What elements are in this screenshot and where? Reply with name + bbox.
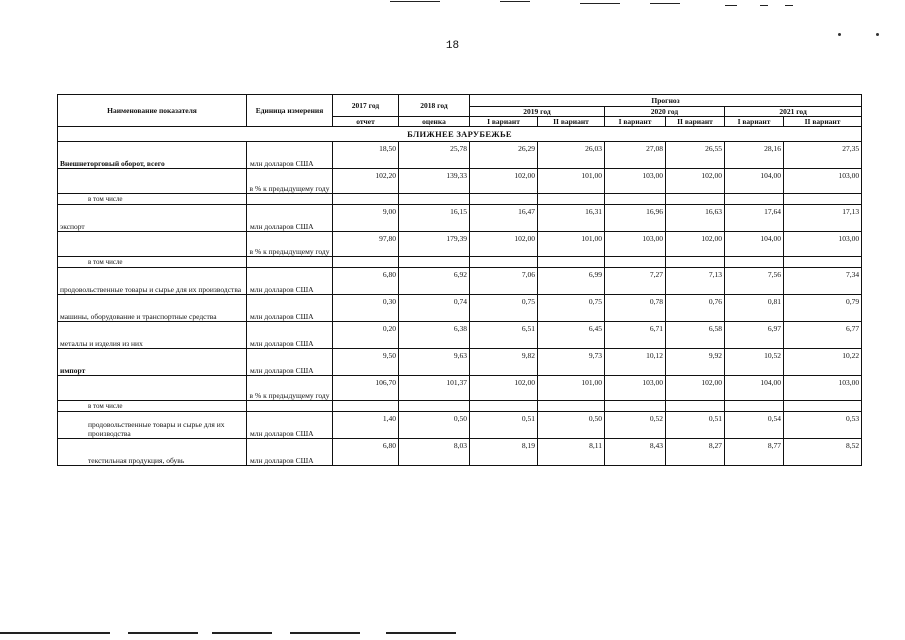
value-cell [666,257,725,268]
value-cell: 9,63 [399,349,470,376]
row-name: в том числе [58,194,247,205]
scan-artifact-line [650,3,680,4]
header-2019-variant2: II вариант [538,117,605,127]
table-row [58,401,862,412]
value-cell: 97,80 [333,232,399,257]
header-estimate: оценка [399,117,470,127]
value-cell [725,401,784,412]
value-cell: 9,73 [538,349,605,376]
value-cell: 102,20 [333,169,399,194]
value-cell [470,257,538,268]
value-cell: 0,78 [605,295,666,322]
table-row [58,232,862,257]
value-cell: 0,75 [538,295,605,322]
value-cell: 7,56 [725,268,784,295]
header-2020-variant2: II вариант [666,117,725,127]
value-cell: 26,55 [666,142,725,169]
row-unit: млн долларов США [247,205,333,232]
value-cell: 8,03 [399,439,470,466]
scan-artifact-line [386,632,456,634]
value-cell: 6,80 [333,268,399,295]
scan-artifact-dot [838,33,841,36]
value-cell: 6,45 [538,322,605,349]
section-title: БЛИЖНЕЕ ЗАРУБЕЖЬЕ [58,127,862,142]
value-cell: 16,15 [399,205,470,232]
table-row [58,205,862,232]
row-name: в том числе [58,257,247,268]
row-unit: млн долларов США [247,439,333,466]
value-cell [784,194,862,205]
row-unit: млн долларов США [247,349,333,376]
value-cell: 6,58 [666,322,725,349]
value-cell: 0,52 [605,412,666,439]
value-cell [399,401,470,412]
row-unit: в % к предыдущему году [247,376,333,401]
row-name: продовольственные товары и сырье для их производства [58,412,247,439]
table-row [58,376,862,401]
value-cell: 7,13 [666,268,725,295]
value-cell: 9,00 [333,205,399,232]
value-cell [470,194,538,205]
row-unit: млн долларов США [247,295,333,322]
scan-artifact-line [580,3,620,4]
header-2019-variant1: I вариант [470,117,538,127]
value-cell: 103,00 [784,376,862,401]
header-forecast: Прогноз [470,95,862,107]
row-unit: в % к предыдущему году [247,232,333,257]
value-cell [605,194,666,205]
table-row [58,295,862,322]
value-cell: 0,81 [725,295,784,322]
value-cell [605,257,666,268]
value-cell: 139,33 [399,169,470,194]
row-unit [247,257,333,268]
row-name: импорт [58,349,247,376]
value-cell: 104,00 [725,232,784,257]
row-name: продовольственные товары и сырье для их производства [58,268,247,295]
value-cell: 6,77 [784,322,862,349]
value-cell: 102,00 [470,376,538,401]
value-cell: 9,82 [470,349,538,376]
value-cell: 8,27 [666,439,725,466]
header-2020-variant1: I вариант [605,117,666,127]
scan-artifact-line [212,632,272,634]
value-cell: 6,97 [725,322,784,349]
scan-artifact-line [128,632,198,634]
scan-artifact-line [0,632,110,634]
value-cell: 10,12 [605,349,666,376]
value-cell: 9,50 [333,349,399,376]
value-cell [725,194,784,205]
value-cell: 16,96 [605,205,666,232]
table-row [58,412,862,439]
value-cell [333,401,399,412]
value-cell: 6,51 [470,322,538,349]
table-row [58,194,862,205]
value-cell: 0,50 [399,412,470,439]
row-unit: млн долларов США [247,268,333,295]
header-2017: 2017 год [333,95,399,117]
value-cell: 25,78 [399,142,470,169]
table-row [58,322,862,349]
value-cell: 6,71 [605,322,666,349]
value-cell: 103,00 [784,232,862,257]
header-2021-variant1: I вариант [725,117,784,127]
scan-artifact-dot [876,33,879,36]
value-cell [666,401,725,412]
table-row [58,257,862,268]
page-number: 18 [445,40,460,52]
value-cell: 0,50 [538,412,605,439]
value-cell: 104,00 [725,376,784,401]
value-cell: 8,43 [605,439,666,466]
value-cell [399,194,470,205]
table-row [58,439,862,466]
header-report: отчет [333,117,399,127]
value-cell: 16,63 [666,205,725,232]
header-2019: 2019 год [470,107,605,117]
row-name: Внешнеторговый оборот, всего [58,142,247,169]
value-cell: 1,40 [333,412,399,439]
value-cell [538,257,605,268]
scan-artifact-line [725,5,737,6]
header-2021-variant2: II вариант [784,117,862,127]
value-cell: 104,00 [725,169,784,194]
value-cell: 26,03 [538,142,605,169]
value-cell: 103,00 [784,169,862,194]
scan-artifact-line [785,5,793,6]
value-cell: 27,08 [605,142,666,169]
row-name: текстильная продукция, обувь [58,439,247,466]
value-cell: 7,34 [784,268,862,295]
table-row [58,169,862,194]
value-cell: 18,50 [333,142,399,169]
table-row [58,349,862,376]
value-cell: 102,00 [470,232,538,257]
value-cell: 6,80 [333,439,399,466]
value-cell: 26,29 [470,142,538,169]
row-unit: млн долларов США [247,142,333,169]
value-cell: 0,54 [725,412,784,439]
value-cell: 28,16 [725,142,784,169]
row-unit: млн долларов США [247,412,333,439]
value-cell: 103,00 [605,232,666,257]
value-cell: 16,47 [470,205,538,232]
value-cell: 6,38 [399,322,470,349]
value-cell: 8,52 [784,439,862,466]
row-name: металлы и изделия из них [58,322,247,349]
value-cell: 0,74 [399,295,470,322]
value-cell [399,257,470,268]
value-cell: 0,30 [333,295,399,322]
scan-artifact-line [760,5,768,6]
value-cell [470,401,538,412]
value-cell: 102,00 [666,232,725,257]
row-unit [247,401,333,412]
value-cell: 8,11 [538,439,605,466]
header-2020: 2020 год [605,107,725,117]
value-cell: 106,70 [333,376,399,401]
value-cell: 0,51 [666,412,725,439]
value-cell: 179,39 [399,232,470,257]
value-cell: 17,13 [784,205,862,232]
value-cell: 102,00 [470,169,538,194]
value-cell: 9,92 [666,349,725,376]
scan-artifact-line [500,1,530,2]
header-2021: 2021 год [725,107,862,117]
forecast-table [57,94,862,466]
value-cell: 101,00 [538,169,605,194]
value-cell: 0,53 [784,412,862,439]
value-cell: 6,92 [399,268,470,295]
row-name [58,169,247,194]
table-row [58,268,862,295]
value-cell [538,401,605,412]
value-cell: 102,00 [666,169,725,194]
value-cell: 27,35 [784,142,862,169]
value-cell: 0,76 [666,295,725,322]
value-cell: 0,51 [470,412,538,439]
value-cell: 103,00 [605,169,666,194]
scan-artifact-line [290,632,360,634]
value-cell: 7,27 [605,268,666,295]
value-cell [538,194,605,205]
header-unit: Единица измерения [247,95,333,127]
value-cell: 101,37 [399,376,470,401]
row-unit [247,194,333,205]
row-name: в том числе [58,401,247,412]
row-name [58,376,247,401]
value-cell: 102,00 [666,376,725,401]
row-name [58,232,247,257]
header-indicator: Наименование показателя [58,95,247,127]
row-unit: млн долларов США [247,322,333,349]
value-cell [333,257,399,268]
value-cell: 10,22 [784,349,862,376]
value-cell: 7,06 [470,268,538,295]
value-cell: 17,64 [725,205,784,232]
row-name: экспорт [58,205,247,232]
row-unit: в % к предыдущему году [247,169,333,194]
value-cell: 0,79 [784,295,862,322]
value-cell: 8,77 [725,439,784,466]
value-cell: 101,00 [538,376,605,401]
value-cell: 6,99 [538,268,605,295]
value-cell: 10,52 [725,349,784,376]
value-cell [725,257,784,268]
value-cell: 8,19 [470,439,538,466]
value-cell: 0,75 [470,295,538,322]
value-cell [784,401,862,412]
header-2018: 2018 год [399,95,470,117]
value-cell [333,194,399,205]
value-cell [605,401,666,412]
value-cell: 101,00 [538,232,605,257]
value-cell: 16,31 [538,205,605,232]
value-cell [784,257,862,268]
value-cell [666,194,725,205]
value-cell: 103,00 [605,376,666,401]
row-name: машины, оборудование и транспортные средства [58,295,247,322]
value-cell: 0,20 [333,322,399,349]
table-row [58,142,862,169]
scan-artifact-line [390,1,440,2]
